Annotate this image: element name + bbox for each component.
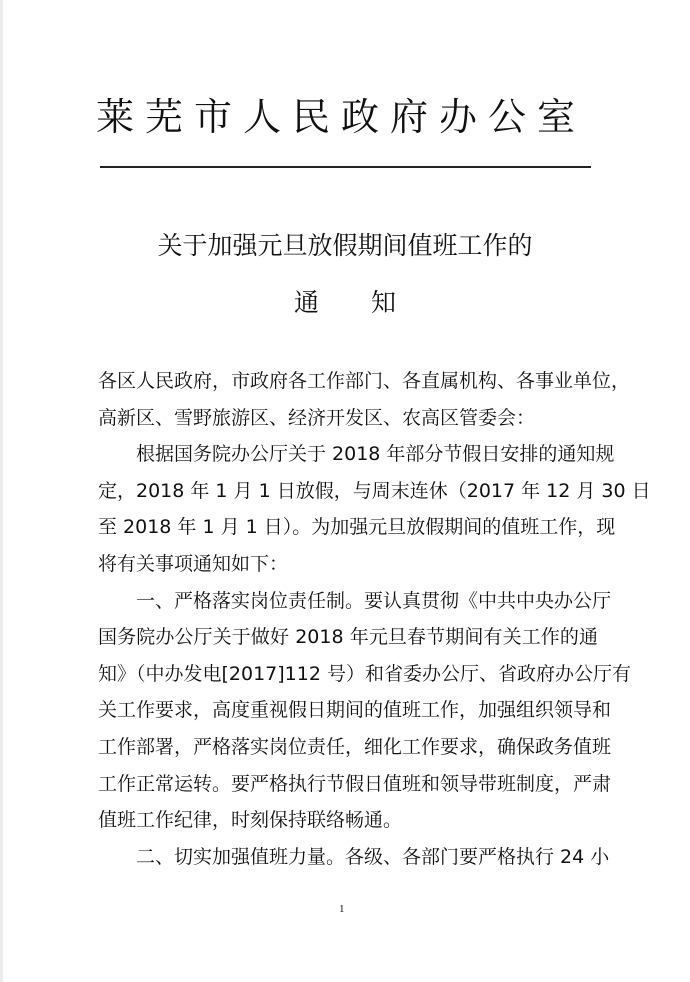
section-one-line: 关工作要求，高度重视假日期间的值班工作，加强组织领导和 <box>98 699 612 722</box>
scan-edge <box>0 0 3 982</box>
section-two-line: 二、切实加强值班力量。各级、各部门要严格执行 24 小 <box>136 845 610 868</box>
addressee-line: 各区人民政府，市政府各工作部门、各直属机构、各事业单位， <box>98 370 631 392</box>
page-number: 1 <box>339 903 345 915</box>
section-one-line: 知》（中办发电[2017]112 号）和省委办公厅、省政府办公厅有 <box>98 662 631 685</box>
paragraph-line: 至 2018 年 1 月 1 日）。为加强元旦放假期间的值班工作，现 <box>98 516 616 539</box>
document-type-title <box>100 283 590 319</box>
document-type-char-2: 知 <box>371 288 397 317</box>
section-one-line: 工作部署，严格落实岗位责任，细化工作要求，确保政务值班 <box>98 735 612 758</box>
section-one-line: 值班工作纪律，时刻保持联络畅通。 <box>98 809 403 832</box>
document-title: 关于加强元旦放假期间值班工作的 <box>157 231 533 260</box>
letterhead-organization: 莱芜市人民政府办公室 <box>96 95 587 139</box>
section-one-line: 一、严格落实岗位责任制。要认真贯彻《中共中央办公厅 <box>136 589 612 612</box>
paragraph-line: 根据国务院办公厅关于 2018 年部分节假日安排的通知规 <box>136 443 615 466</box>
document-type-char-1: 通 <box>293 288 319 317</box>
paragraph-line: 定，2018 年 1 月 1 日放假，与周末连休（2017 年 12 月 30 日 <box>98 479 651 502</box>
document-body <box>98 363 651 875</box>
section-one-line: 工作正常运转。要严格执行节假日值班和领导带班制度，严肃 <box>98 772 612 795</box>
paragraph-line: 将有关事项通知如下： <box>98 552 289 575</box>
section-one-line: 国务院办公厅关于做好 2018 年元旦春节期间有关工作的通 <box>98 626 598 649</box>
addressee-line: 高新区、雪野旅游区、经济开发区、农高区管委会： <box>98 406 536 429</box>
letterhead-rule <box>100 166 591 168</box>
